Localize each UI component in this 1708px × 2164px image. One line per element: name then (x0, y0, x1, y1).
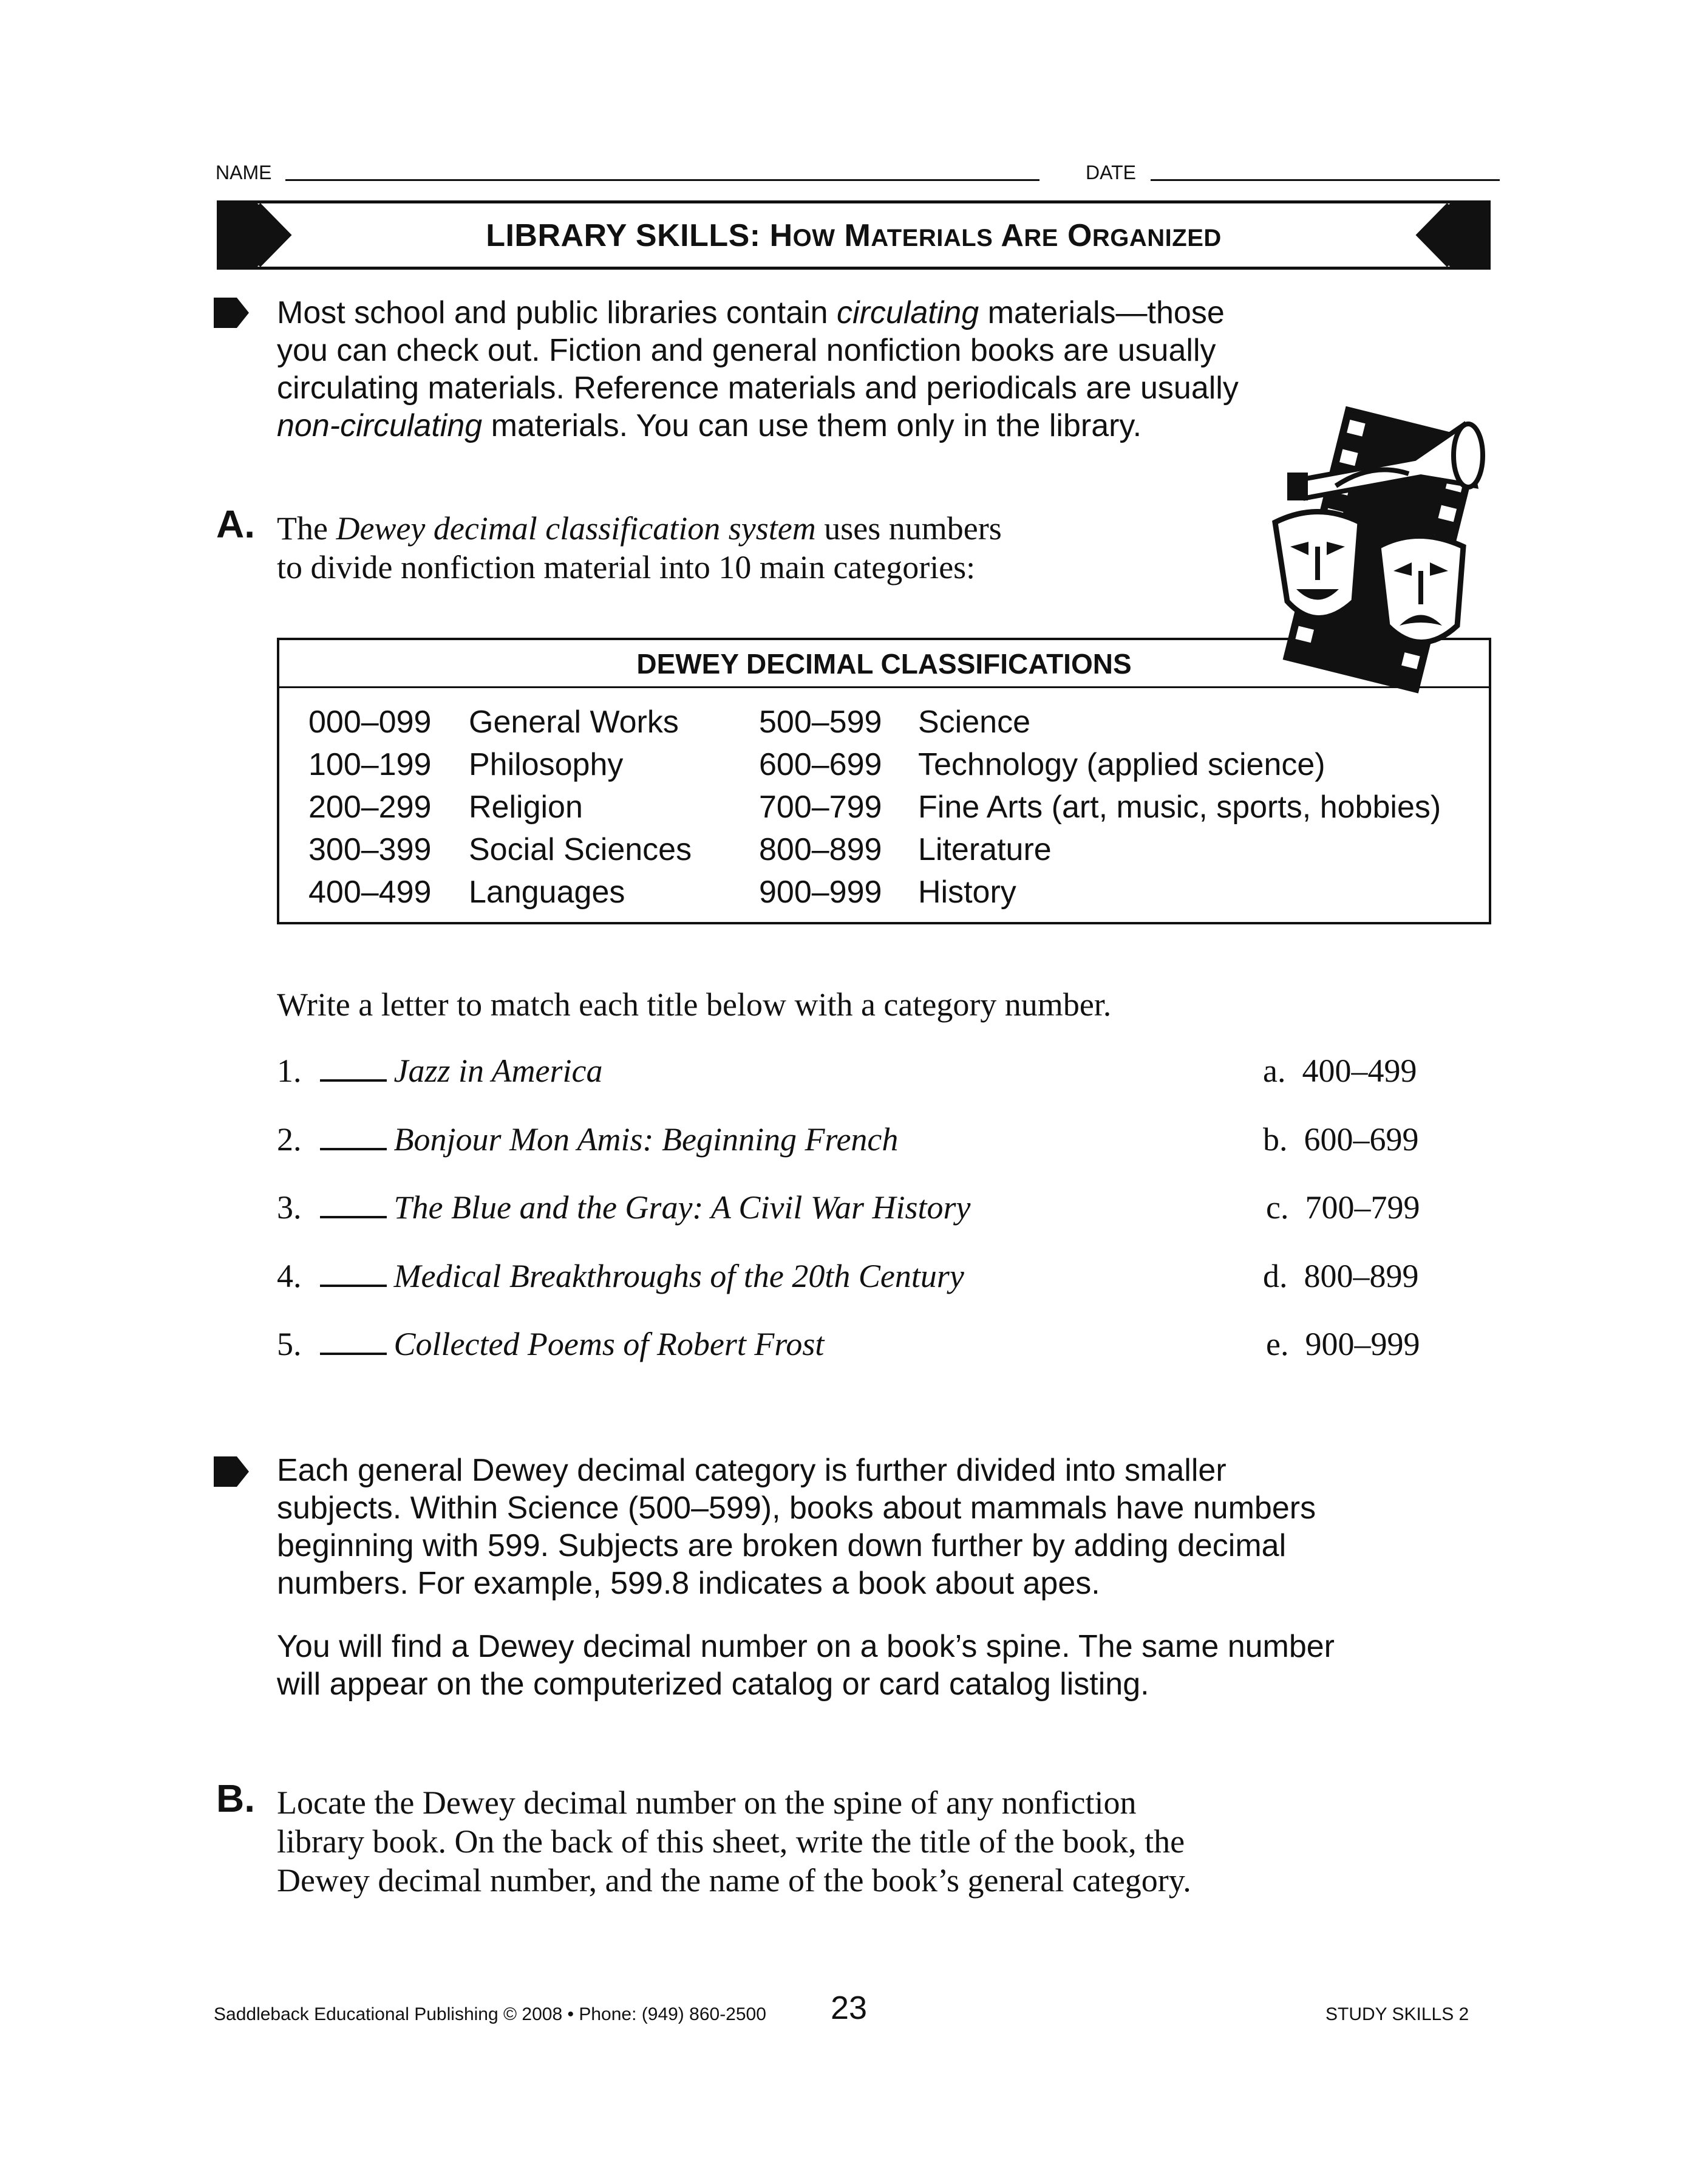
date-line[interactable] (1151, 179, 1500, 181)
title-banner (217, 200, 1491, 270)
table-cell: Religion (469, 790, 583, 825)
table-cell: Social Sciences (469, 832, 692, 867)
matching-item: 5. Collected Poems of Robert Frost (277, 1326, 825, 1362)
answer-blank[interactable] (320, 1328, 387, 1355)
name-label: NAME (216, 162, 272, 183)
section-a-text: The Dewey decimal classification system uses numbers to divide nonfiction material into 10 main categories: (277, 510, 1002, 585)
matching-instructions: Write a letter to match each title below with a category number. (277, 986, 1112, 1023)
name-line[interactable] (285, 179, 1039, 181)
answer-blank[interactable] (320, 1124, 387, 1150)
arrow-bullet-icon (214, 1456, 250, 1487)
page-title: LIBRARY SKILLS: HOW MATERIALS ARE ORGANIZED (486, 218, 1222, 253)
table-heading: DEWEY DECIMAL CLASSIFICATIONS (279, 640, 1489, 688)
info-paragraph-1: Each general Dewey decimal category is further divided into smaller subjects. Within Science (500–599), books about mammals have numbers beginning with 599. Subjects are broken down further by adding decimal numbers. For example, 599.8 indicates a book about apes. (277, 1453, 1316, 1601)
table-cell: 600–699 (759, 747, 882, 782)
table-cell: General Works (469, 705, 679, 740)
table-cell: Languages (469, 875, 625, 910)
category-option: c. 700–799 (1266, 1189, 1420, 1226)
table-cell: Literature (918, 832, 1052, 867)
info-paragraph-2: You will find a Dewey decimal number on a book’s spine. The same number will appear on the computerized catalog or card catalog listing. (277, 1629, 1335, 1702)
section-b-text: Locate the Dewey decimal number on the spine of any nonfiction library book. On the back of this sheet, write the title of the book, the Dewey decimal number, and the name of the book’s general category. (277, 1784, 1191, 1899)
matching-item: 2. Bonjour Mon Amis: Beginning French (277, 1121, 899, 1158)
answer-blank[interactable] (320, 1192, 387, 1218)
category-option: e. 900–999 (1266, 1326, 1420, 1362)
table-cell: 800–899 (759, 832, 882, 867)
category-option: d. 800–899 (1263, 1258, 1419, 1294)
footer-series: STUDY SKILLS 2 (1325, 2004, 1469, 2024)
date-label: DATE (1086, 162, 1136, 183)
category-option: b. 600–699 (1263, 1121, 1419, 1158)
table-cell: History (918, 875, 1016, 910)
matching-item: 3. The Blue and the Gray: A Civil War History (277, 1189, 971, 1226)
intro-paragraph: Most school and public libraries contain circulating materials—those you can check out. Fiction and general nonfiction books are usually circulating materials. Reference materials and periodicals are usually non-circulating materials. You can use them only in the library. (277, 295, 1239, 443)
table-cell: 400–499 (308, 875, 432, 910)
theater-masks-illustration-icon (1263, 401, 1500, 705)
table-cell: Science (918, 705, 1030, 740)
matching-item: 4. Medical Breakthroughs of the 20th Century (277, 1258, 964, 1294)
arrow-bullet-icon (214, 298, 250, 328)
page-number: 23 (831, 1990, 868, 2026)
footer-publisher: Saddleback Educational Publishing © 2008 • Phone: (949) 860-2500 (214, 2004, 766, 2024)
category-option: a. 400–499 (1263, 1053, 1417, 1089)
table-cell: Technology (applied science) (918, 747, 1325, 782)
table-cell: 500–599 (759, 705, 882, 740)
matching-item: 1. Jazz in America (277, 1053, 603, 1089)
section-b-letter: B. (216, 1777, 255, 1820)
answer-blank[interactable] (320, 1260, 387, 1287)
table-cell: 200–299 (308, 790, 432, 825)
table-cell: 700–799 (759, 790, 882, 825)
table-cell: 900–999 (759, 875, 882, 910)
table-cell: 000–099 (308, 705, 432, 740)
table-cell: Fine Arts (art, music, sports, hobbies) (918, 790, 1441, 825)
section-a-letter: A. (216, 502, 255, 546)
answer-blank[interactable] (320, 1055, 387, 1082)
table-cell: 100–199 (308, 747, 432, 782)
table-cell: Philosophy (469, 747, 624, 782)
table-cell: 300–399 (308, 832, 432, 867)
